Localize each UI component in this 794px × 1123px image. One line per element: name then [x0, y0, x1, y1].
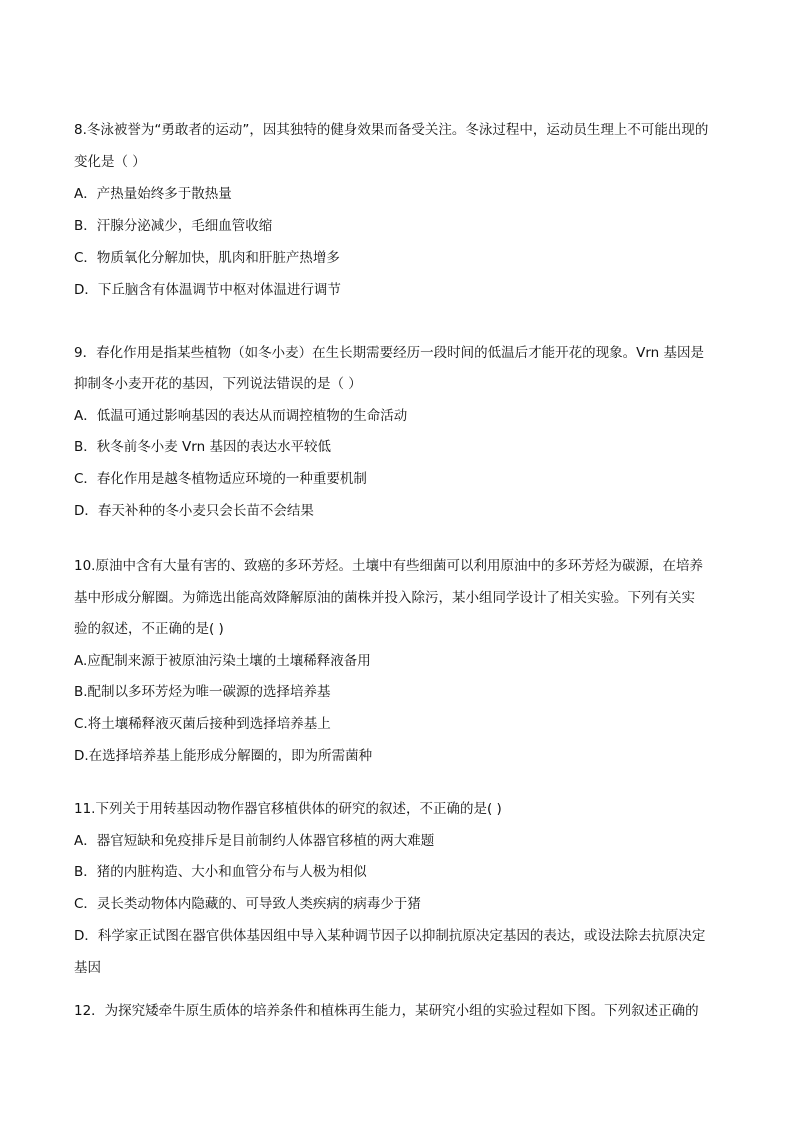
question-9-option-c: C．春化作用是越冬植物适应环境的一种重要机制	[74, 471, 367, 487]
question-9-stem-line-1: 9．春化作用是指某些植物（如冬小麦）在生长期需要经历一段时间的低温后才能开花的现象。Vrn 基因是	[74, 345, 704, 361]
question-11-option-d-line-2: 基因	[74, 960, 101, 976]
question-10-stem-line-3: 验的叙述，不正确的是( )	[74, 621, 224, 637]
question-11-option-a: A．器官短缺和免疫排斥是目前制约人体器官移植的两大难题	[74, 833, 435, 849]
question-11-option-d-line-1: D．科学家正试图在器官供体基因组中导入某种调节因子以抑制抗原决定基因的表达，或设法除去抗原决定	[74, 928, 706, 944]
question-10-option-d: D.在选择培养基上能形成分解圈的，即为所需菌种	[74, 748, 373, 764]
question-10-stem-line-1: 10.原油中含有大量有害的、致癌的多环芳烃。土壤中有些细菌可以利用原油中的多环芳烃为碳源，在培养	[74, 558, 703, 574]
question-8-stem-line-2: 变化是（ ）	[74, 154, 146, 170]
question-10-stem-line-2: 基中形成分解圈。为筛选出能高效降解原油的菌株并投入除污，某小组同学设计了相关实验。下列有关实	[74, 590, 695, 606]
question-8-option-b: B．汗腺分泌减少，毛细血管收缩	[74, 218, 273, 234]
question-8-option-a: A．产热量始终多于散热量	[74, 186, 232, 202]
question-10-option-a: A.应配制来源于被原油污染土壤的土壤稀释液备用	[74, 653, 371, 669]
question-10-option-c: C.将土壤稀释液灭菌后接种到选择培养基上	[74, 716, 331, 732]
question-9-stem-line-2: 抑制冬小麦开花的基因，下列说法错误的是（ ）	[74, 376, 362, 392]
question-11-stem-line-1: 11.下列关于用转基因动物作器官移植供体的研究的叙述，不正确的是( )	[74, 801, 502, 817]
question-8-option-c: C．物质氧化分解加快，肌肉和肝脏产热增多	[74, 250, 340, 266]
question-9-option-a: A．低温可通过影响基因的表达从而调控植物的生命活动	[74, 408, 408, 424]
question-8-option-d: D．下丘脑含有体温调节中枢对体温进行调节	[74, 282, 341, 298]
question-11-option-b: B．猪的内脏构造、大小和血管分布与人极为相似	[74, 864, 367, 880]
question-12-stem-line-1: 12．为探究矮牵牛原生质体的培养条件和植株再生能力，某研究小组的实验过程如下图。下列叙述正确的	[74, 1003, 699, 1019]
question-9-option-b: B．秋冬前冬小麦 Vrn 基因的表达水平较低	[74, 439, 331, 455]
question-8-stem-line-1: 8.冬泳被誉为“勇敢者的运动”，因其独特的健身效果而备受关注。冬泳过程中，运动员生理上不可能出现的	[74, 122, 709, 138]
question-9-option-d: D．春天补种的冬小麦只会长苗不会结果	[74, 503, 314, 519]
question-10-option-b: B.配制以多环芳烃为唯一碳源的选择培养基	[74, 684, 331, 700]
question-11-option-c: C．灵长类动物体内隐藏的、可导致人类疾病的病毒少于猪	[74, 896, 421, 912]
